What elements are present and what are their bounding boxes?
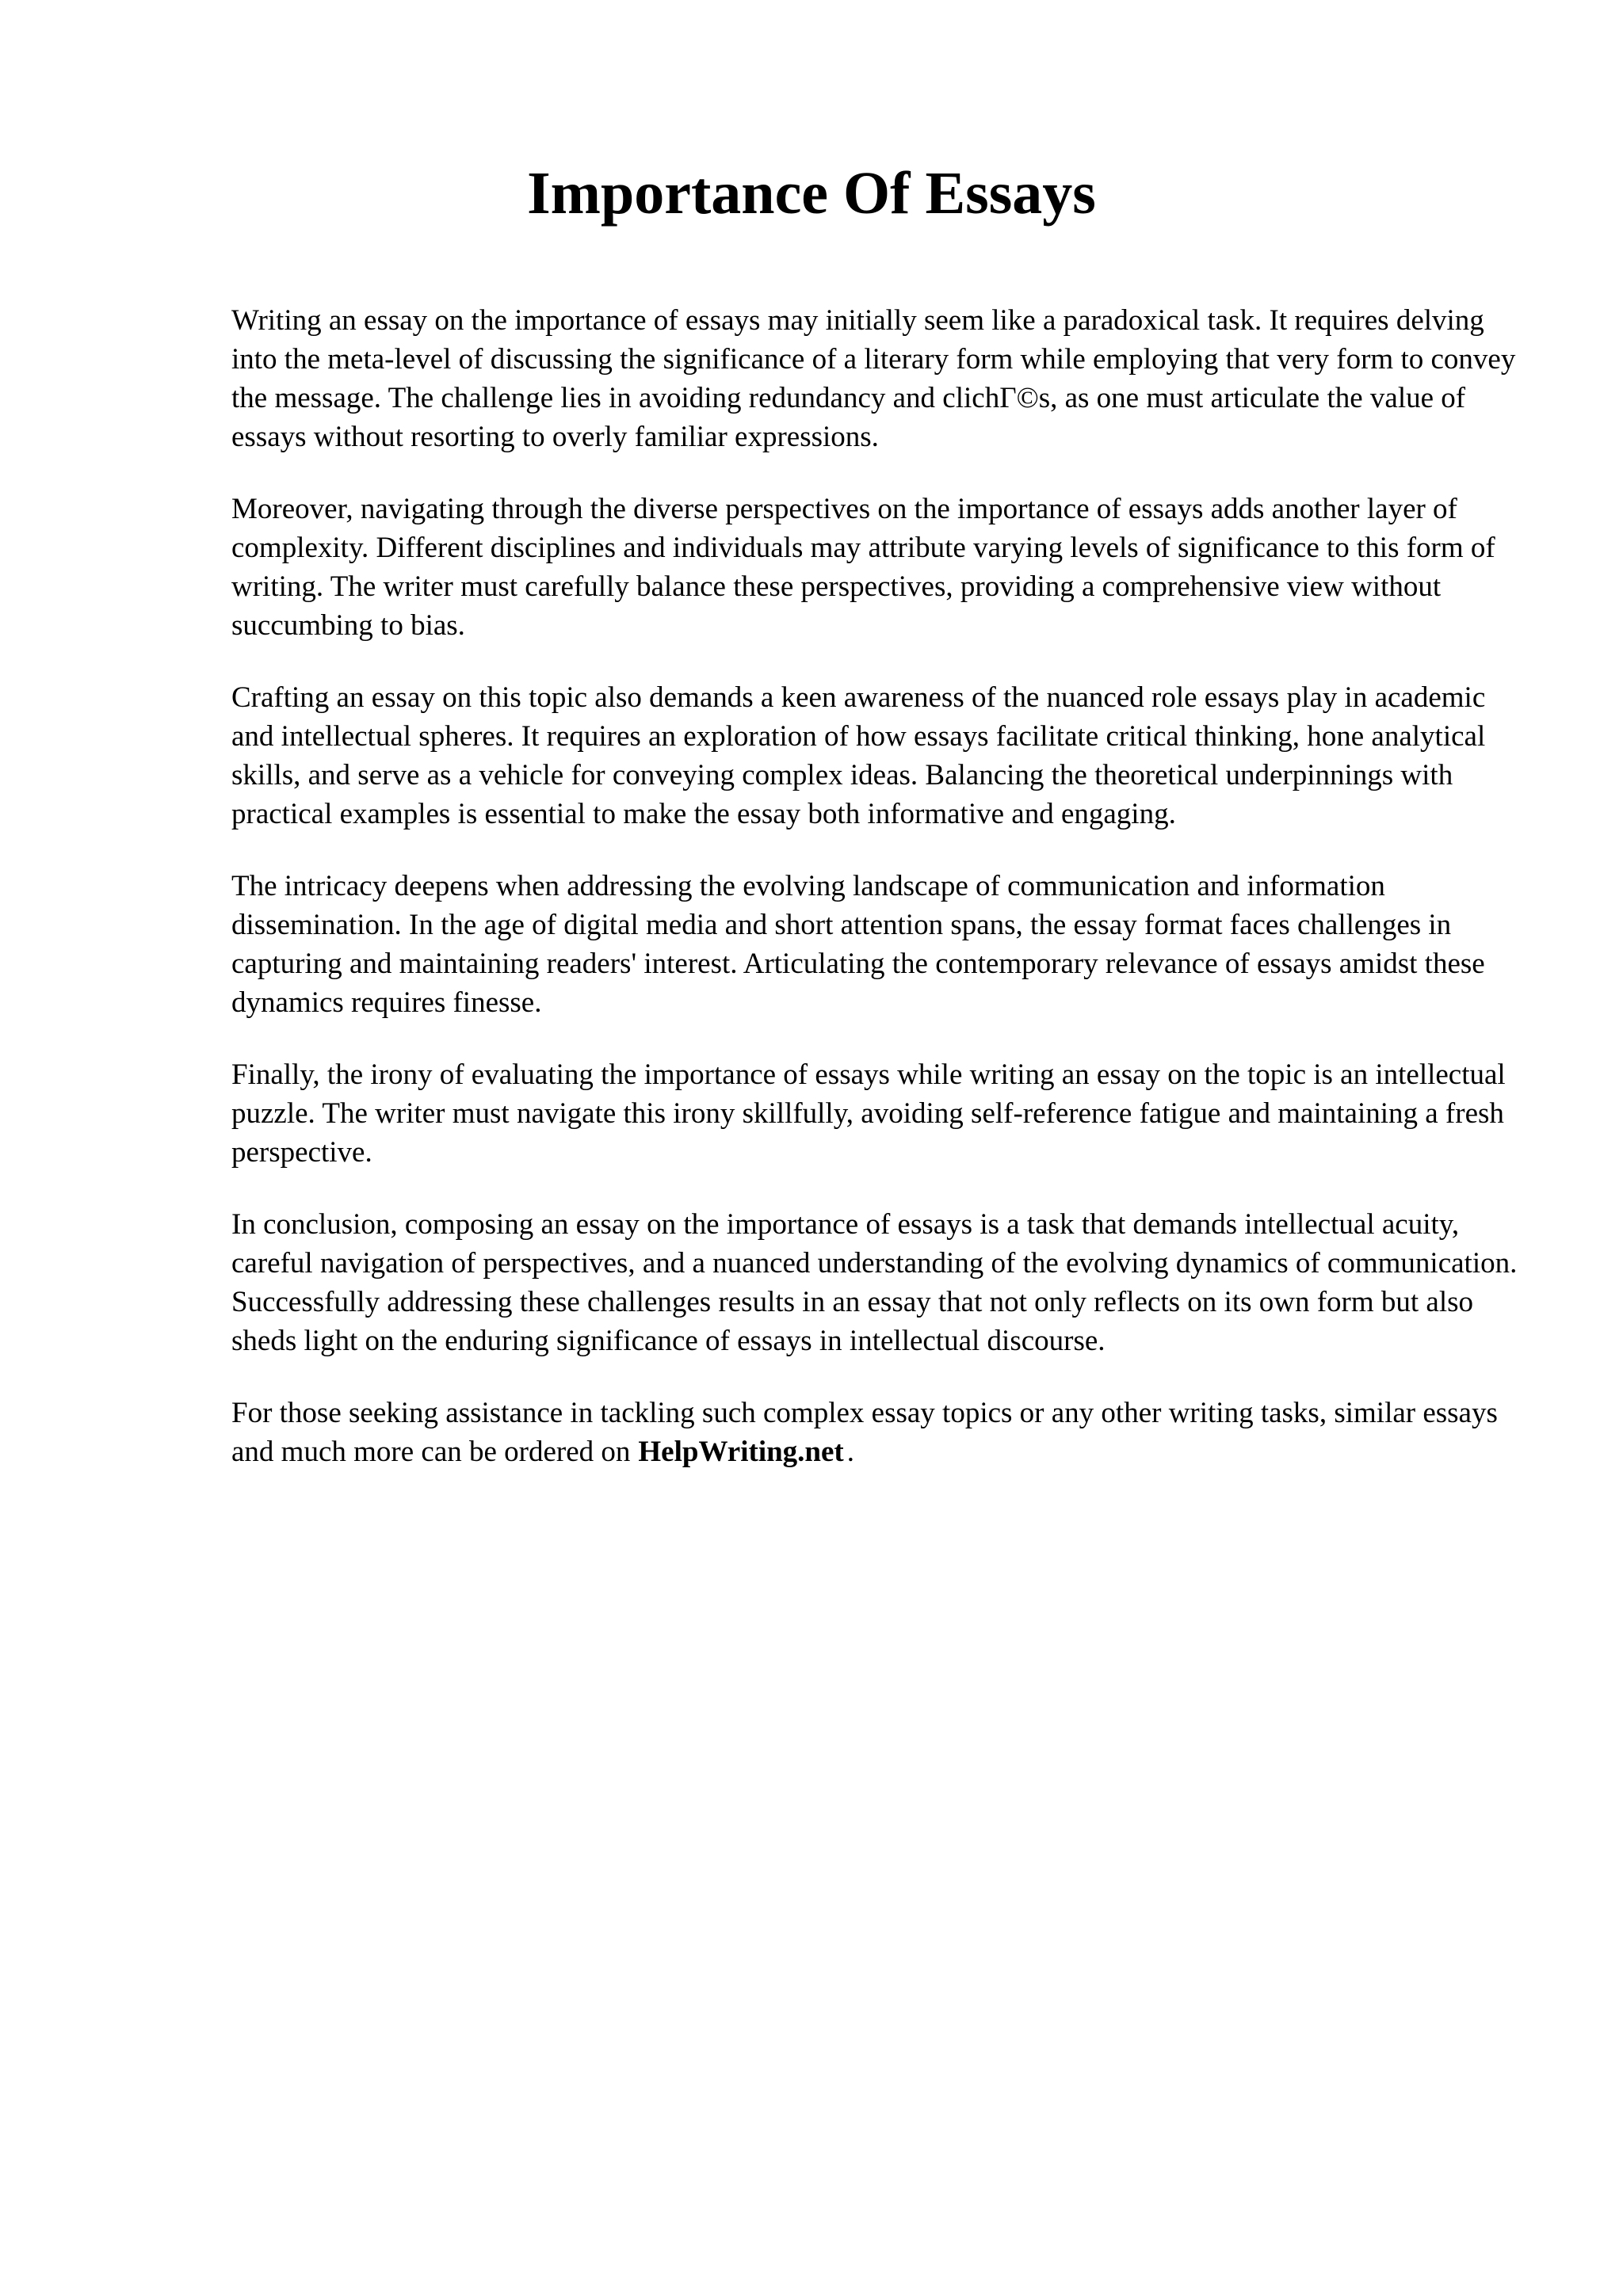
document-body (231, 301, 1531, 1505)
closing-text: For those seeking assistance in tackling such complex essay topics or any other writing tasks, similar essays and much more can be ordered on (231, 1397, 1498, 1468)
paragraph-1: Writing an essay on the importance of essays may initially seem like a paradoxical task. It requires delving into the meta-level of discussing the significance of a literary form while employing that very form to convey the message. The challenge lies in avoiding redundancy and clichГ©s, as one must articulate the value of essays without resorting to overly familiar expressions. (231, 304, 1516, 453)
closing-paragraph (231, 1394, 1531, 1471)
brand-link[interactable]: HelpWriting.net (638, 1436, 844, 1468)
document-title: Importance Of Essays (527, 160, 1096, 227)
paragraph-2: Moreover, navigating through the diverse perspectives on the importance of essays adds another layer of complexity. Different disciplines and individuals may attribute varying levels of significance to this form of writing. The writer must carefully balance these perspectives, providing a comprehensive view without succumbing to bias. (231, 493, 1495, 642)
paragraph-5: Finally, the irony of evaluating the importance of essays while writing an essay on the topic is an intellectual puzzle. The writer must navigate this irony skillfully, avoiding self-reference fatigue and maintaining a fresh perspective. (231, 1058, 1506, 1169)
paragraph-3: Crafting an essay on this topic also demands a keen awareness of the nuanced role essays play in academic and intellectual spheres. It requires an exploration of how essays facilitate critical thinking, hone analytical skills, and serve as a vehicle for conveying complex ideas. Balancing the theoretical underpinnings with practical examples is essential to make the essay both informative and engaging. (231, 681, 1486, 830)
paragraph-4: The intricacy deepens when addressing the evolving landscape of communication and information dissemination. In the age of digital media and short attention spans, the essay format faces challenges in capturing and maintaining readers' interest. Articulating the contemporary relevance of essays amidst these dynamics requires finesse. (231, 870, 1485, 1019)
closing-period: . (846, 1436, 854, 1468)
paragraph-6: In conclusion, composing an essay on the importance of essays is a task that demands intellectual acuity, careful navigation of perspectives, and a nuanced understanding of the evolving dynamics of communication. Successfully addressing these challenges results in an essay that not only reflects on its own form but also sheds light on the enduring significance of essays in intellectual discourse. (231, 1208, 1518, 1357)
